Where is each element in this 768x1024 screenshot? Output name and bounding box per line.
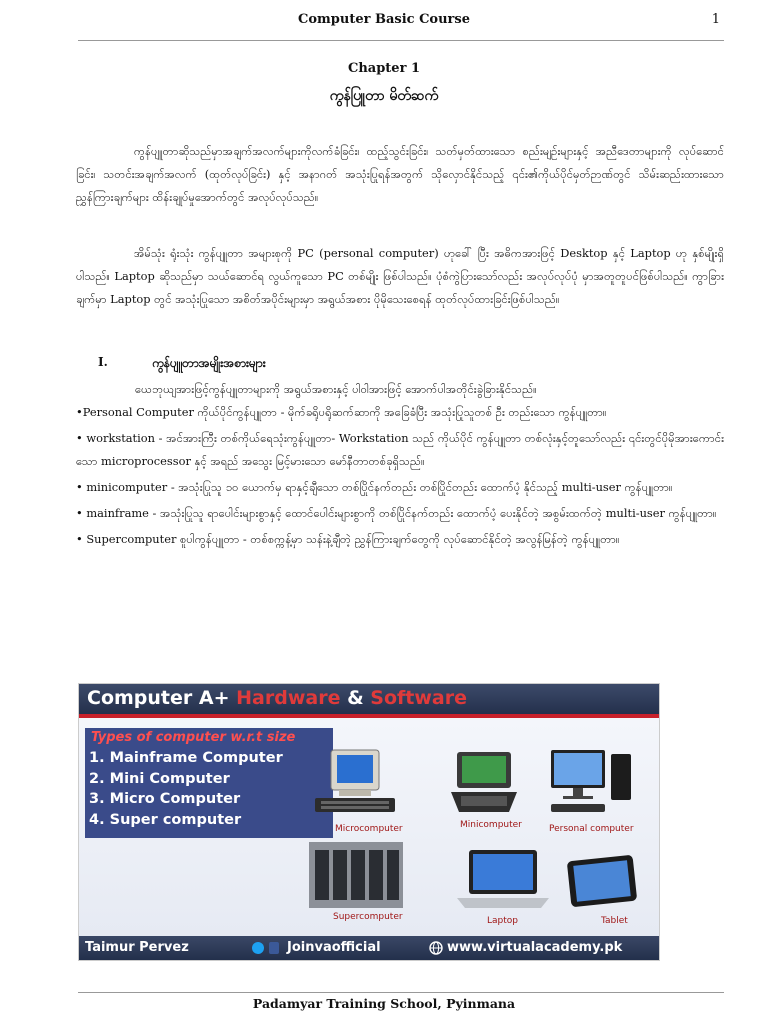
supercomputer-icon	[309, 842, 403, 908]
type-item: 1. Mainframe Computer	[89, 750, 283, 766]
caption-tablet: Tablet	[601, 916, 628, 926]
type-item: 4. Super computer	[89, 812, 242, 828]
bullet-list	[76, 401, 724, 554]
figure-author: Taimur Pervez	[85, 940, 189, 955]
figure-website: www.virtualacademy.pk	[447, 940, 623, 955]
caption-personal-computer: Personal computer	[549, 824, 634, 834]
paragraph-1: ကွန်ပျူတာဆိုသည်မှာအချက်အလက်များကိုလက်ခံခြင်း၊ ထည့်သွင်းခြင်း၊ သတ်မှတ်ထားသော စည်းမျဉ်းများနှင့် အညီဒေတာများကို လုပ်ဆောင်ခြင်း၊ သတင်းအချက်အလက် (ထုတ်လုပ်ခြင်း) နှင့် အနာဂတ် အသုံးပြုရန်အတွက် သိုလှောင်နိုင်သည့် ၎င်း၏ကိုယ်ပိုင်မှတ်ဉာဏ်တွင် သိမ်းဆည်းထားသော ညွှန်ကြားချက်များ ထိန်းချုပ်မှုအောက်တွင် အလုပ်လုပ်သည်။	[76, 144, 724, 204]
figure-body	[79, 718, 659, 936]
desktop-computer-icon	[545, 746, 637, 826]
caption-microcomputer: Microcomputer	[335, 824, 403, 834]
header-rule	[78, 40, 724, 41]
laptop-icon	[455, 848, 551, 912]
paragraph-2: အိမ်သုံး ရုံးသုံး ကွန်ပျူတာ အများစုကို PC (personal computer) ဟုခေါ် ပြီး အဓိကအားဖြင့် Desktop နှင့် Laptop ဟု နှစ်မျိုးရှိပါသည်။ Laptop ဆိုသည်မှာ သယ်ဆောင်ရ လွယ်ကူသော PC တစ်မျိုး ဖြစ်ပါသည်။ ပုံစံကွဲပြားသော်လည်း အလုပ်လုပ်ပုံ မှာအတူတူပင်ဖြစ်ပါသည်။ ကွာခြားချက်မှာ Laptop တွင် အသုံးပြုသော အစိတ်အပိုင်းများမှာ အရွယ်အစား ပိုမိုသေးစေရန် ထုတ်လုပ်ထားခြင်းဖြစ်ပါသည်။	[76, 246, 724, 306]
chapter-label: Chapter 1	[347, 61, 420, 76]
page-header	[0, 10, 768, 30]
figure-banner	[79, 684, 659, 714]
figure-social-handle: Joinvaofficial	[287, 940, 381, 955]
chapter-title: ကွန်ပြူတာ မိတ်ဆက်	[329, 88, 439, 104]
types-panel	[85, 728, 333, 838]
list-item: •Personal Computer ကိုယ်ပိုင်ကွန်ပျူတာ - မိုက်ခရိုပရိုဆက်ဆာကို အခြေခံပြီး အသုံးပြုသူတစ် ဦး တည်းသော ကွန်ပျူတာ။	[76, 405, 607, 419]
computer-types-figure	[78, 683, 660, 961]
tablet-icon	[567, 854, 639, 910]
list-item: • Supercomputer စူပါကွန်ပျူတာ - တစ်စက္ကန့်မှာ သန်းနဲ့ချီတဲ့ ညွှန်ကြားချက်တွေကို လုပ်ဆောင်နိုင်တဲ့ အလွန်မြန်တဲ့ ကွန်ပျူတာ။	[76, 532, 620, 546]
caption-supercomputer: Supercomputer	[333, 912, 403, 922]
list-item: • mainframe - အသုံးပြုသူ ရာပေါင်းများစွာနှင့် ထောင်ပေါင်းများစွာကို တစ်ပြိုင်နက်တည်း ထောက်ပံ့ ပေးနိုင်တဲ့ အစွမ်းထက်တဲ့ multi-user ကွန်ပျူတာ။	[76, 506, 717, 520]
microcomputer-icon	[311, 746, 399, 826]
list-item: • minicomputer - အသုံးပြုသူ ၁၀ ယောက်မှ ရာနှင့်ချီသော တစ်ပြိုင်နက်တည်း တစ်ပြိုင်တည်း ထောက်ပံ့ နိုင်သည့် multi-user ကွန်ပျူတာ။	[76, 480, 673, 494]
caption-laptop: Laptop	[487, 916, 518, 926]
footer-rule	[78, 992, 724, 993]
section-title: ကွန်ပျူတာအမျိုးအစားများ	[152, 356, 266, 370]
intro-paragraph	[76, 140, 724, 209]
figure-footer-bar	[79, 936, 659, 960]
types-heading: Types of computer w.r.t size	[91, 730, 296, 745]
minicomputer-icon	[449, 746, 519, 824]
pc-paragraph	[76, 242, 724, 311]
page-footer: Padamyar Training School, Pyinmana	[252, 996, 516, 1011]
globe-icon	[429, 941, 443, 955]
list-item: • workstation - အင်အားကြီး တစ်ကိုယ်ရေသုံးကွန်ပျူတာ- Workstation သည် ကိုယ်ပိုင် ကွန်ပျူတာ တစ်လုံးနှင့်တူသော်လည်း ၎င်းတွင်ပိုမိုအားကောင်းသော microprocessor နှင့် အရည် အသွေး မြင့်မားသော မော်နီတာတစ်ခုရှိသည်။	[76, 431, 724, 468]
type-item: 2. Mini Computer	[89, 771, 230, 787]
caption-minicomputer: Minicomputer	[460, 820, 522, 830]
type-item: 3. Micro Computer	[89, 791, 241, 807]
section-number: I.	[98, 355, 108, 369]
social-icons	[251, 941, 281, 955]
header-title: Computer Basic Course	[298, 12, 470, 27]
page-number: 1	[711, 12, 720, 27]
figure-banner-title: Computer A+ Hardware & Software	[87, 687, 467, 709]
section-lead: ယေဘုယျအားဖြင့်ကွန်ပျူတာများကို အရွယ်အစားနှင့် ပါဝါအားဖြင့် အောက်ပါအတိုင်းခွဲခြားနိုင်သည်။	[135, 382, 537, 396]
